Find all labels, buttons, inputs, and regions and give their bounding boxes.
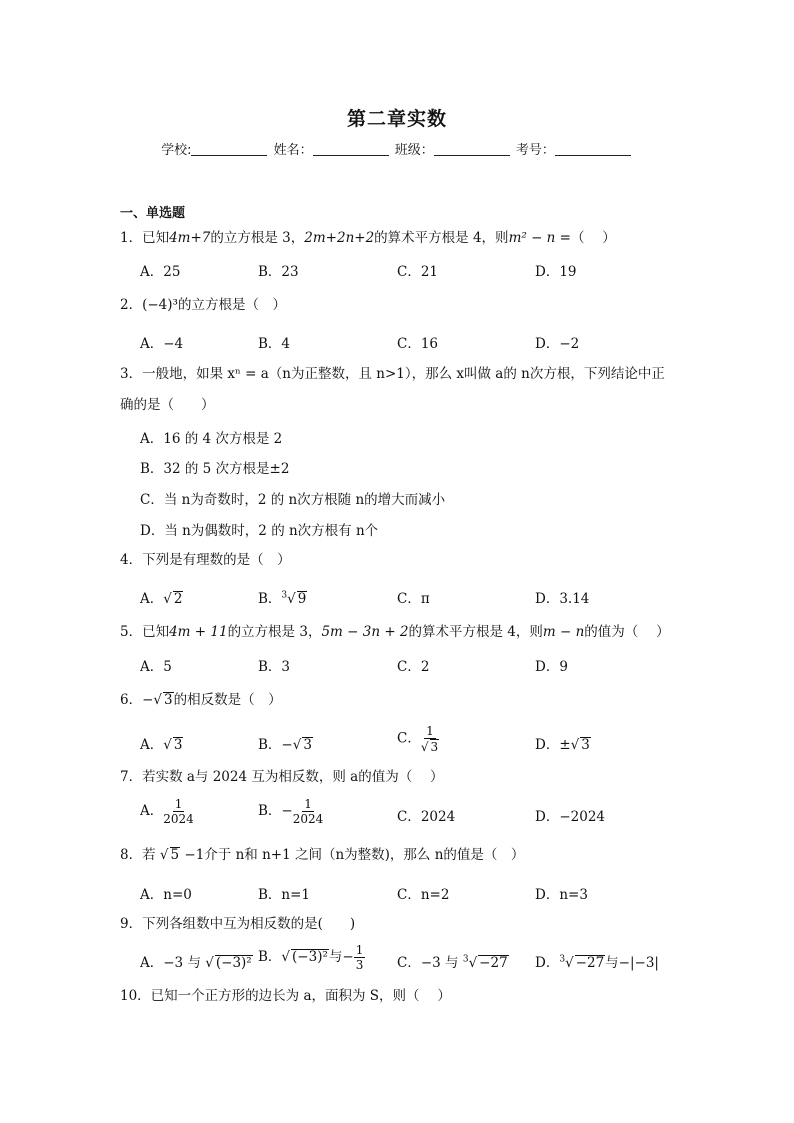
question-text: −1介于 n和 n+1 之间（n为整数)，那么 n的值是（ ） [180, 847, 525, 863]
question-number: 2． [120, 297, 143, 313]
options-8 [140, 883, 700, 905]
option-text: 与− [328, 949, 354, 965]
root-index: 3 [281, 590, 288, 601]
class-blank[interactable] [434, 143, 510, 156]
option-c[interactable]: C．π [397, 591, 430, 607]
options-4 [140, 587, 700, 609]
question-text: 的立方根是 3， [210, 230, 305, 246]
option-label: A． [140, 803, 164, 819]
option-d[interactable]: D．n=3 [535, 887, 588, 903]
denominator: 2024 [163, 812, 194, 826]
option-label: B．− [258, 803, 293, 819]
option-label: C． [397, 730, 421, 747]
sqrt-radicand: 3 [303, 737, 312, 753]
question-text: 已知 [142, 230, 170, 246]
answer-paren: 的值为（ ） [584, 624, 670, 640]
option-a[interactable]: A．n=0 [140, 887, 192, 903]
option-label: C．−3 与 [397, 955, 459, 971]
question-6: 6．−√ 3的相反数是（ ） [120, 692, 282, 708]
fraction [354, 943, 366, 972]
exam-number-blank[interactable] [555, 143, 631, 156]
option-a[interactable]: A．√ 2 [140, 591, 183, 607]
question-2 [120, 295, 286, 315]
question-3-line-1: 3．一般地，如果 xⁿ = a（n为正整数，且 n>1），那么 x叫做 a的 n次方根，下列结论中正 [120, 366, 665, 382]
question-text: 的立方根是 3， [227, 624, 322, 640]
option-a[interactable]: A．5 [140, 659, 172, 675]
numerator: 1 [426, 724, 434, 738]
answer-paren: （ ） [570, 230, 616, 246]
question-number: 6． [120, 692, 143, 708]
page-title: 第二章实数 [346, 108, 447, 130]
class-label: 班级： [394, 143, 434, 158]
option-a[interactable]: A．16 的 4 次方根是 2 [140, 431, 283, 447]
option-label: D． [535, 955, 560, 971]
sqrt-radicand: 3 [164, 692, 173, 708]
math-expression: 4m + 11 [169, 624, 228, 640]
exam-number-label: 考号： [515, 143, 555, 158]
options-5 [140, 655, 700, 677]
question-text: 的相反数是（ ） [173, 692, 282, 708]
sqrt-radicand: −27 [575, 955, 605, 971]
question-text: 的算术平方根是 4，则 [408, 624, 543, 640]
school-blank[interactable] [191, 143, 267, 156]
option-text: 与−|−3| [605, 955, 659, 971]
question-text: 的立方根是（ ） [177, 297, 286, 313]
question-9: 9．下列各组数中互为相反数的是( ) [120, 916, 356, 932]
option-label: B． [258, 591, 282, 607]
question-4: 4．下列是有理数的是（ ） [120, 552, 291, 568]
option-d[interactable]: D．±√ 3 [535, 737, 590, 753]
math-expression: 2m+2n+2 [304, 230, 375, 246]
question-3-line-2: 确的是（ ） [120, 397, 215, 413]
sqrt-radicand: −27 [479, 955, 508, 971]
option-label: B． [258, 949, 282, 965]
math-expression: 5m − 3n + 2 [321, 624, 409, 640]
option-d[interactable]: D．−2024 [535, 809, 605, 825]
option-d[interactable]: D．19 [535, 264, 577, 280]
sqrt-radicand: 3 [173, 737, 183, 753]
option-a[interactable] [140, 797, 194, 826]
option-d[interactable]: D．9 [535, 659, 568, 675]
option-a[interactable]: A．25 [140, 264, 181, 280]
question-5 [120, 622, 670, 642]
options-2 [140, 332, 700, 354]
sqrt-radicand: (−3)² [215, 955, 252, 971]
question-7: 7．若实数 a与 2024 互为相反数，则 a的值为（ ） [120, 769, 444, 785]
option-label: A． [140, 591, 164, 607]
denominator: 2024 [292, 812, 324, 826]
option-b[interactable]: B．−√ 3 [258, 737, 312, 753]
sqrt-radicand: 3 [581, 737, 590, 753]
option-c[interactable]: C．当 n为奇数时，2 的 n次方根随 n的增大而减小 [140, 492, 446, 508]
question-text: 已知 [142, 624, 170, 640]
numerator: 1 [355, 943, 364, 957]
math-expression: m² − n = [508, 230, 571, 246]
school-label: 学校: [161, 143, 192, 158]
sqrt-radicand: 2 [173, 591, 183, 607]
name-blank[interactable] [313, 143, 389, 156]
fraction: $\frac{1}{√ 3}$ [420, 724, 439, 754]
math-expression: (−4)³ [142, 297, 178, 313]
root-index: 3 [559, 954, 566, 965]
denominator: 3 [430, 740, 439, 754]
option-b[interactable]: B．$^3$√ 9 [258, 590, 307, 607]
option-b[interactable]: B．n=1 [258, 887, 311, 903]
option-a[interactable]: A．√ 3 [140, 737, 183, 753]
option-label: A． [140, 737, 164, 753]
option-c[interactable]: C．n=2 [397, 887, 450, 903]
sqrt-radicand: 9 [297, 591, 307, 607]
denominator: 3 [355, 958, 364, 972]
option-c[interactable]: C．21 [397, 264, 439, 280]
option-c[interactable]: C．2 [397, 659, 430, 675]
option-b[interactable]: B．4 [258, 336, 291, 352]
option-d[interactable]: D．−2 [535, 336, 580, 352]
option-label: B．− [258, 737, 293, 753]
option-b[interactable] [258, 797, 323, 826]
question-number: 5． [120, 624, 143, 640]
option-b[interactable]: B．√ (−3)²与− $\frac{1}{3}$ [258, 943, 364, 972]
question-10: 10．已知一个正方形的边长为 a，面积为 S，则（ ） [120, 988, 451, 1004]
options-9 [140, 945, 700, 979]
option-d[interactable]: D．$^3$√ −27与−|−3| [535, 954, 659, 971]
name-label: 姓名： [273, 143, 313, 158]
option-a[interactable]: A．−4 [140, 336, 184, 352]
fraction [163, 797, 194, 826]
section-heading: 一、单选题 [120, 206, 186, 221]
question-1 [120, 228, 616, 248]
option-d[interactable]: D．3.14 [535, 591, 590, 607]
option-c[interactable]: C．2024 [397, 809, 456, 825]
sqrt-radicand: 5 [170, 847, 180, 863]
option-label: D．± [535, 737, 571, 753]
student-info-line [0, 139, 794, 158]
option-b[interactable]: B．32 的 5 次方根是±2 [140, 461, 290, 477]
option-c[interactable]: C．−3 与 $^3$√ −27 [397, 954, 508, 971]
option-c[interactable]: C．16 [397, 336, 439, 352]
math-expression: 4m+7 [169, 230, 211, 246]
options-6 [140, 724, 700, 762]
question-text: 的算术平方根是 4，则 [374, 230, 509, 246]
question-number: 1． [120, 230, 143, 246]
option-b[interactable]: B．23 [258, 264, 299, 280]
numerator: 1 [174, 797, 183, 811]
math-expression: m − n [542, 624, 585, 640]
numerator: 1 [304, 797, 312, 811]
minus-sign: − [142, 692, 154, 708]
option-label: A．−3 与 [140, 955, 201, 971]
question-number: 8．若 [120, 847, 160, 863]
sqrt-radicand: (−3)² [292, 949, 328, 965]
question-8: 8．若 √ 5 −1介于 n和 n+1 之间（n为整数)，那么 n的值是（ ） [120, 847, 525, 863]
option-d[interactable]: D．当 n为偶数时，2 的 n次方根有 n个 [140, 523, 379, 539]
option-b[interactable]: B．3 [258, 659, 291, 675]
options-1 [140, 260, 700, 282]
root-index: 3 [462, 954, 469, 965]
options-7 [140, 797, 700, 833]
option-a[interactable]: A．−3 与 √ (−3)² [140, 955, 252, 971]
fraction [293, 797, 324, 826]
option-c[interactable] [397, 724, 439, 754]
